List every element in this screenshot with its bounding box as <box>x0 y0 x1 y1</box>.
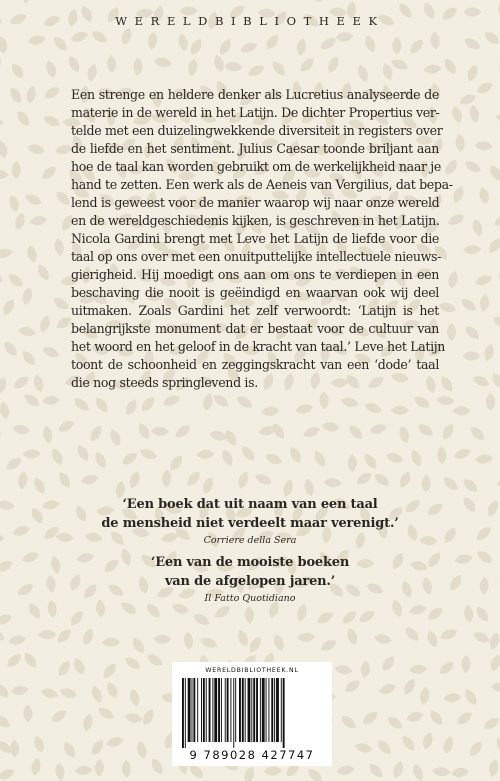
isbn-number: 9 789028 427747 <box>189 748 315 762</box>
quote-line: de mensheid niet verdeelt maar verenigt.’ <box>101 516 399 531</box>
blurb-line: die nog steeds springlevend is. <box>71 375 258 390</box>
barcode-bar <box>253 678 255 742</box>
barcode-bar <box>221 678 222 742</box>
quote-source: Il Fatto Quotidiano <box>204 593 296 604</box>
blurb-line: hand te zetten. Een werk als de Aeneis van Vergilius, dat bepa- <box>71 177 453 192</box>
blurb-line: telde met een duizelingwekkende diversiteit in registers over <box>71 123 443 138</box>
barcode-bar <box>197 678 198 742</box>
quote-line: ‘Een boek dat uit naam van een taal <box>122 497 378 512</box>
barcode-bar <box>233 678 234 748</box>
blurb-line: en de wereldgeschiedenis kijken, is geschreven in het Latijn. <box>71 213 440 228</box>
barcode-bar <box>201 678 202 742</box>
blurb-line: lend is geweest voor de manier waarop wij naar onze wereld <box>71 195 440 210</box>
barcode-bar <box>260 678 261 742</box>
barcode-bar <box>276 678 279 742</box>
barcode-bar <box>193 678 195 742</box>
barcode-box <box>172 662 332 766</box>
barcode-bar <box>182 678 184 748</box>
barcode-bar <box>188 678 191 742</box>
blurb-line: belangrijkste monument dat er bestaat voor de cultuur van <box>71 321 439 336</box>
barcode-bar <box>251 678 252 742</box>
quote-line: ‘Een van de mooiste boeken <box>150 555 350 570</box>
quote-source: Corriere della Sera <box>203 535 297 546</box>
blurb-paragraph-1 <box>71 86 453 230</box>
barcode-bar <box>212 678 213 742</box>
barcode-bar <box>268 678 269 742</box>
blurb-line: hoe de taal kan worden gebruikt om de werkelijkheid naar je <box>71 159 441 174</box>
barcode-bar <box>185 678 186 748</box>
barcode-bar <box>274 678 275 742</box>
publisher-name: WERELDBIBLIOTHEEK <box>115 14 385 28</box>
blurb-line: de liefde en het sentiment. Julius Caesar toonde briljant aan <box>71 141 439 156</box>
barcode-bars <box>182 678 322 748</box>
barcode-bar <box>245 678 246 742</box>
barcode-url: WERELDBIBLIOTHEEK.NL <box>205 667 299 674</box>
barcode-bar <box>227 678 229 742</box>
barcode-bar <box>192 678 193 742</box>
barcode-bar <box>225 678 226 742</box>
blurb-line: het woord en het geloof in de kracht van taal.’ Leve het Latijn <box>71 339 446 354</box>
barcode-bar <box>256 678 258 742</box>
review-quote-2 <box>0 553 500 607</box>
barcode-bar <box>248 678 251 742</box>
barcode-bar <box>209 678 211 742</box>
blurb-paragraph-2 <box>71 230 446 392</box>
barcode-bar <box>271 678 273 742</box>
blurb-line: toont de schoonheid en zeggingskracht van een ‘dode’ taal <box>71 357 439 372</box>
review-quote-1 <box>0 495 500 549</box>
blurb-line: materie in de wereld in het Latijn. De dichter Propertius ver- <box>71 105 440 120</box>
blurb-line: Een strenge en heldere denker als Lucretius analyseerde de <box>71 87 439 102</box>
barcode-bar <box>203 678 205 742</box>
blurb-line: Nicola Gardini brengt met Leve het Latijn de liefde voor die <box>71 231 439 246</box>
barcode-bar <box>262 678 265 742</box>
barcode-bar <box>281 678 282 742</box>
blurb-line: gierigheid. Hij moedigt ons aan om ons te verdiepen in een <box>71 267 439 282</box>
blurb-line: beschaving die nooit is geëindigd en waarvan ook wij deel <box>71 285 439 300</box>
barcode-bar <box>214 678 217 742</box>
barcode-bar <box>239 678 241 742</box>
blurb-line: taal op ons over met een onuitputtelijke intellectuele nieuws- <box>71 249 442 264</box>
barcode-bar <box>206 678 207 742</box>
barcode-bar <box>230 678 231 742</box>
barcode-bar <box>283 678 285 748</box>
barcode-bar <box>266 678 267 742</box>
quote-line: van de afgelopen jaren.’ <box>164 574 336 589</box>
barcode-bar <box>242 678 244 742</box>
blurb-line: uitmaken. Zoals Gardini het zelf verwoordt: ‘Latijn is het <box>71 303 439 318</box>
barcode-bar <box>218 678 220 742</box>
barcode-bar <box>235 678 236 742</box>
